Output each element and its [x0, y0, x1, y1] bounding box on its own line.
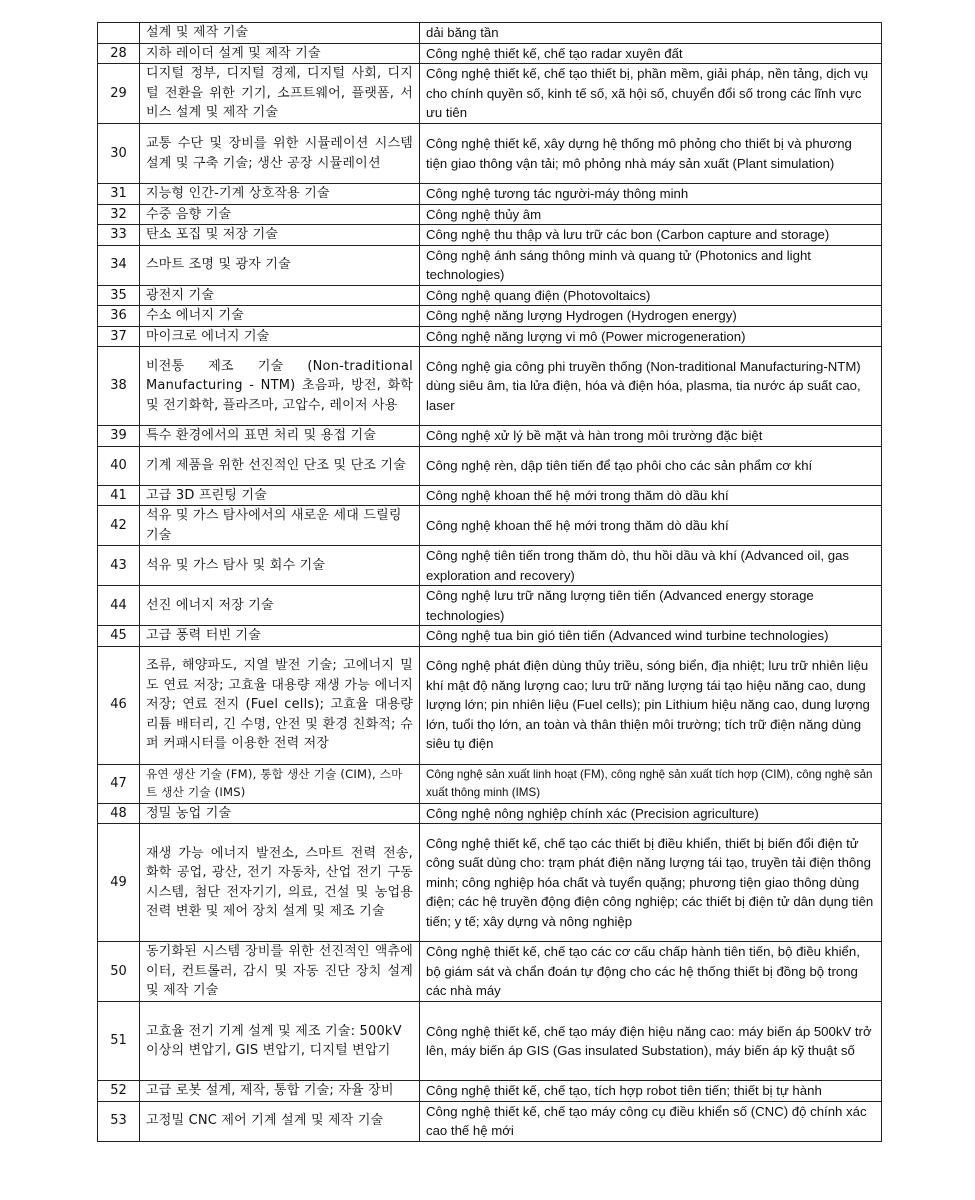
korean-term: 특수 환경에서의 표면 처리 및 용접 기술	[140, 426, 420, 447]
row-number: 31	[98, 184, 140, 205]
row-number: 41	[98, 485, 140, 506]
table-row	[98, 225, 882, 246]
row-number: 46	[98, 646, 140, 764]
table-row	[98, 626, 882, 647]
table-row	[98, 803, 882, 824]
vietnamese-term: Công nghệ tương tác người-máy thông minh	[420, 184, 882, 205]
table-row	[98, 1101, 882, 1141]
korean-term: 광전지 기술	[140, 285, 420, 306]
vietnamese-term: Công nghệ thiết kế, chế tạo radar xuyên đất	[420, 43, 882, 64]
korean-term: 지능형 인간-기계 상호작용 기술	[140, 184, 420, 205]
vietnamese-term: Công nghệ thu thập và lưu trữ các bon (Carbon capture and storage)	[420, 225, 882, 246]
row-number: 29	[98, 64, 140, 124]
table-row	[98, 43, 882, 64]
table-row	[98, 23, 882, 44]
korean-term: 수소 에너지 기술	[140, 306, 420, 327]
table-row	[98, 426, 882, 447]
row-number: 28	[98, 43, 140, 64]
row-number: 36	[98, 306, 140, 327]
korean-term: 조류, 해양파도, 지열 발전 기술; 고에너지 밀도 연료 저장; 고효율 대용량 재생 가능 에너지 저장; 연료 전지 (Fuel cells); 고효율 대용량 리튬 배터리, 긴 수명, 안전 및 환경 친화적; 슈퍼 커패시터를 이용한 전력 저장	[140, 646, 420, 764]
row-number: 50	[98, 942, 140, 1002]
korean-term: 마이크로 에너지 기술	[140, 326, 420, 347]
table-row	[98, 124, 882, 184]
korean-term: 고급 로봇 설계, 제작, 통합 기술; 자율 장비	[140, 1081, 420, 1102]
row-number: 44	[98, 586, 140, 626]
korean-term: 석유 및 가스 탐사에서의 새로운 세대 드릴링 기술	[140, 506, 420, 546]
korean-term: 비전통 제조 기술 (Non-traditional Manufacturing - NTM) 초음파, 방전, 화학 및 전기화학, 플라즈마, 고압수, 레이저 사용	[140, 347, 420, 426]
korean-term: 유연 생산 기술 (FM), 통합 생산 기술 (CIM), 스마트 생산 기술 (IMS)	[140, 764, 420, 803]
table-row	[98, 586, 882, 626]
vietnamese-term: Công nghệ năng lượng vi mô (Power microgeneration)	[420, 326, 882, 347]
row-number: 37	[98, 326, 140, 347]
korean-term: 수중 음향 기술	[140, 204, 420, 225]
table-row	[98, 446, 882, 485]
vietnamese-term: Công nghệ khoan thế hệ mới trong thăm dò dầu khí	[420, 506, 882, 546]
technology-table	[97, 22, 882, 1142]
vietnamese-term: Công nghệ thiết kế, xây dựng hệ thống mô phỏng cho thiết bị và phương tiện giao thông vận tải; mô phỏng nhà máy sản xuất (Plant simulation)	[420, 124, 882, 184]
korean-term: 고정밀 CNC 제어 기계 설계 및 제작 기술	[140, 1101, 420, 1141]
row-number: 33	[98, 225, 140, 246]
row-number	[98, 23, 140, 44]
korean-term: 교통 수단 및 장비를 위한 시뮬레이션 시스템 설계 및 구축 기술; 생산 공장 시뮬레이션	[140, 124, 420, 184]
table-row	[98, 824, 882, 942]
row-number: 45	[98, 626, 140, 647]
row-number: 39	[98, 426, 140, 447]
vietnamese-term: Công nghệ thiết kế, chế tạo các thiết bị điều khiển, thiết bị biến đổi điện tử công suất dùng cho: trạm phát điện năng lượng tái tạo, truyền tải điện thông minh; công nghiệp hóa chất và tuyển quặng; phương tiện giao thông dùng điện; các hệ truyền động điện công nghiệp; các thiết bị điện tử dân dụng tiên tiến; y tế; xây dựng và nông nghiệp	[420, 824, 882, 942]
vietnamese-term: Công nghệ thiết kế, chế tạo, tích hợp robot tiên tiến; thiết bị tự hành	[420, 1081, 882, 1102]
vietnamese-term: Công nghệ tiên tiến trong thăm dò, thu hồi dầu và khí (Advanced oil, gas exploration and recovery)	[420, 546, 882, 586]
vietnamese-term: Công nghệ thủy âm	[420, 204, 882, 225]
korean-term: 석유 및 가스 탐사 및 회수 기술	[140, 546, 420, 586]
vietnamese-term: Công nghệ thiết kế, chế tạo máy điện hiệu năng cao: máy biến áp 500kV trở lên, máy biến áp GIS (Gas insulated Substation), máy biến áp kỹ thuật số	[420, 1002, 882, 1081]
vietnamese-term: Công nghệ thiết kế, chế tạo thiết bị, phần mềm, giải pháp, nền tảng, dịch vụ cho chính quyền số, kinh tế số, xã hội số, chuyển đổi số trong các lĩnh vực ưu tiên	[420, 64, 882, 124]
row-number: 51	[98, 1002, 140, 1081]
row-number: 48	[98, 803, 140, 824]
korean-term: 탄소 포집 및 저장 기술	[140, 225, 420, 246]
table-row	[98, 285, 882, 306]
vietnamese-term: Công nghệ khoan thế hệ mới trong thăm dò dầu khí	[420, 485, 882, 506]
korean-term: 고급 3D 프린팅 기술	[140, 485, 420, 506]
vietnamese-term: dải băng tần	[420, 23, 882, 44]
table-row	[98, 245, 882, 285]
row-number: 49	[98, 824, 140, 942]
row-number: 53	[98, 1101, 140, 1141]
row-number: 42	[98, 506, 140, 546]
row-number: 34	[98, 245, 140, 285]
korean-term: 재생 가능 에너지 발전소, 스마트 전력 전송, 화학 공업, 광산, 전기 자동차, 산업 전기 구동 시스템, 첨단 전자기기, 의료, 건설 및 농업용 전력 변환 및 제어 장치 설계 및 제조 기술	[140, 824, 420, 942]
vietnamese-term: Công nghệ lưu trữ năng lượng tiên tiến (Advanced energy storage technologies)	[420, 586, 882, 626]
vietnamese-term: Công nghệ năng lượng Hydrogen (Hydrogen energy)	[420, 306, 882, 327]
table-row	[98, 485, 882, 506]
row-number: 47	[98, 764, 140, 803]
row-number: 38	[98, 347, 140, 426]
table-row	[98, 646, 882, 764]
table-row	[98, 764, 882, 803]
vietnamese-term: Công nghệ nông nghiệp chính xác (Precision agriculture)	[420, 803, 882, 824]
table-row	[98, 347, 882, 426]
korean-term: 고효율 전기 기계 설계 및 제조 기술: 500kV 이상의 변압기, GIS 변압기, 디지털 변압기	[140, 1002, 420, 1081]
vietnamese-term: Công nghệ rèn, dập tiên tiến để tạo phôi cho các sản phẩm cơ khí	[420, 446, 882, 485]
table-row	[98, 1081, 882, 1102]
table-row	[98, 204, 882, 225]
table-row	[98, 1002, 882, 1081]
korean-term: 정밀 농업 기술	[140, 803, 420, 824]
row-number: 52	[98, 1081, 140, 1102]
vietnamese-term: Công nghệ sản xuất linh hoạt (FM), công nghệ sản xuất tích hợp (CIM), công nghệ sản xuất thông minh (IMS)	[420, 764, 882, 803]
vietnamese-term: Công nghệ xử lý bề mặt và hàn trong môi trường đặc biệt	[420, 426, 882, 447]
row-number: 30	[98, 124, 140, 184]
table-row	[98, 326, 882, 347]
vietnamese-term: Công nghệ tua bin gió tiên tiến (Advanced wind turbine technologies)	[420, 626, 882, 647]
table-row	[98, 546, 882, 586]
korean-term: 선진 에너지 저장 기술	[140, 586, 420, 626]
vietnamese-term: Công nghệ thiết kế, chế tạo các cơ cấu chấp hành tiên tiến, bộ điều khiển, bộ giám sát và chẩn đoán tự động cho các hệ thống thiết bị đồng bộ trong các nhà máy	[420, 942, 882, 1002]
korean-term: 스마트 조명 및 광자 기술	[140, 245, 420, 285]
row-number: 32	[98, 204, 140, 225]
korean-term: 지하 레이더 설계 및 제작 기술	[140, 43, 420, 64]
korean-term: 설계 및 제작 기술	[140, 23, 420, 44]
korean-term: 고급 풍력 터빈 기술	[140, 626, 420, 647]
table-row	[98, 64, 882, 124]
vietnamese-term: Công nghệ thiết kế, chế tạo máy công cụ điều khiển số (CNC) độ chính xác cao thế hệ mới	[420, 1101, 882, 1141]
table-row	[98, 306, 882, 327]
table-row	[98, 506, 882, 546]
table-row	[98, 184, 882, 205]
row-number: 35	[98, 285, 140, 306]
korean-term: 기계 제품을 위한 선진적인 단조 및 단조 기술	[140, 446, 420, 485]
vietnamese-term: Công nghệ gia công phi truyền thống (Non-traditional Manufacturing-NTM) dùng siêu âm, tia lửa điện, hóa và điện hóa, plasma, tia nước áp suất cao, laser	[420, 347, 882, 426]
vietnamese-term: Công nghệ phát điện dùng thủy triều, sóng biển, địa nhiệt; lưu trữ nhiên liệu khí mật độ năng lượng cao; lưu trữ năng lượng tái tạo hiệu năng cao, dung lượng lớn; pin nhiên liệu (Fuel cells); pin Lithium hiệu năng cao, dung lượng lớn, tuổi thọ lớn, an toàn và thân thiện môi trường; tích trữ điện năng dùng siêu tụ điện	[420, 646, 882, 764]
korean-term: 동기화된 시스템 장비를 위한 선진적인 액츄에이터, 컨트롤러, 감시 및 자동 진단 장치 설계 및 제작 기술	[140, 942, 420, 1002]
row-number: 40	[98, 446, 140, 485]
vietnamese-term: Công nghệ ánh sáng thông minh và quang tử (Photonics and light technologies)	[420, 245, 882, 285]
korean-term: 디지털 정부, 디지털 경제, 디지털 사회, 디지털 전환을 위한 기기, 소프트웨어, 플랫폼, 서비스 설계 및 제작 기술	[140, 64, 420, 124]
row-number: 43	[98, 546, 140, 586]
vietnamese-term: Công nghệ quang điện (Photovoltaics)	[420, 285, 882, 306]
table-row	[98, 942, 882, 1002]
table-body	[98, 23, 882, 1142]
